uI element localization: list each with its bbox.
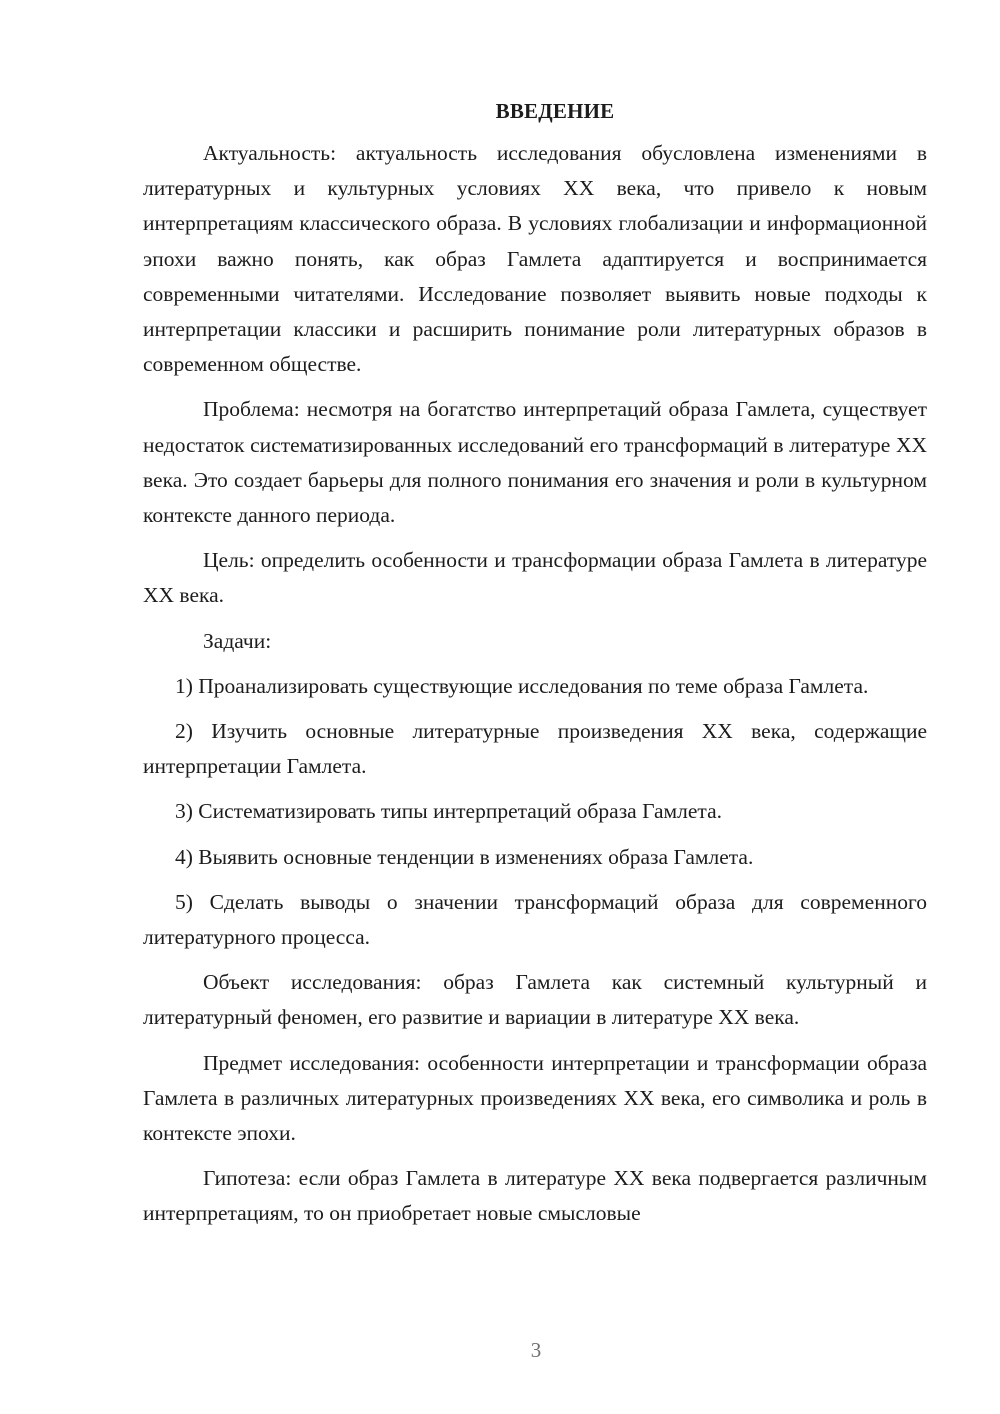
task-item-1: 1) Проанализировать существующие исследования по теме образа Гамлета. [175, 673, 869, 698]
page-body [143, 96, 927, 1242]
paragraph-object: Объект исследования: образ Гамлета как системный культурный и литературный феномен, его развитие и вариации в литературе XX века. [143, 970, 927, 1030]
task-item-3: 3) Систематизировать типы интерпретаций образа Гамлета. [175, 799, 722, 824]
paragraph-hypothesis: Гипотеза: если образ Гамлета в литературе XX века подвергается различным интерпретациям, то он приобретает новые смысловые [143, 1166, 927, 1226]
section-heading: ВВЕДЕНИЕ [495, 99, 615, 123]
page-number: 3 [530, 1338, 542, 1362]
paragraph-problem: Проблема: несмотря на богатство интерпретаций образа Гамлета, существует недостаток систематизированных исследований его трансформаций в литературе XX века. Это создает барьеры для полного понимания его значения и роли в культурном контексте данного периода. [143, 397, 927, 528]
tasks-heading: Задачи: [203, 628, 272, 653]
paragraph-relevance: Актуальность: актуальность исследования обусловлена изменениями в литературных и культурных условиях XX века, что привело к новым интерпретациям классического образа. В условиях глобализации и информационной эпохи важно понять, как образ Гамлета адаптируется и воспринимается современными читателями. Исследование позволяет выявить новые подходы к интерпретации классики и расширить понимание роли литературных образов в современном обществе. [143, 141, 927, 377]
paragraph-subject: Предмет исследования: особенности интерпретации и трансформации образа Гамлета в различных литературных произведениях XX века, его символика и роль в контексте эпохи. [143, 1050, 927, 1146]
task-item-5: 5) Сделать выводы о значении трансформаций образа для современного литературного процесса. [143, 889, 927, 950]
task-item-2: 2) Изучить основные литературные произведения XX века, содержащие интерпретации Гамлета. [143, 719, 927, 779]
task-item-4: 4) Выявить основные тенденции в изменениях образа Гамлета. [175, 844, 754, 869]
paragraph-goal: Цель: определить особенности и трансформации образа Гамлета в литературе XX века. [143, 548, 927, 608]
